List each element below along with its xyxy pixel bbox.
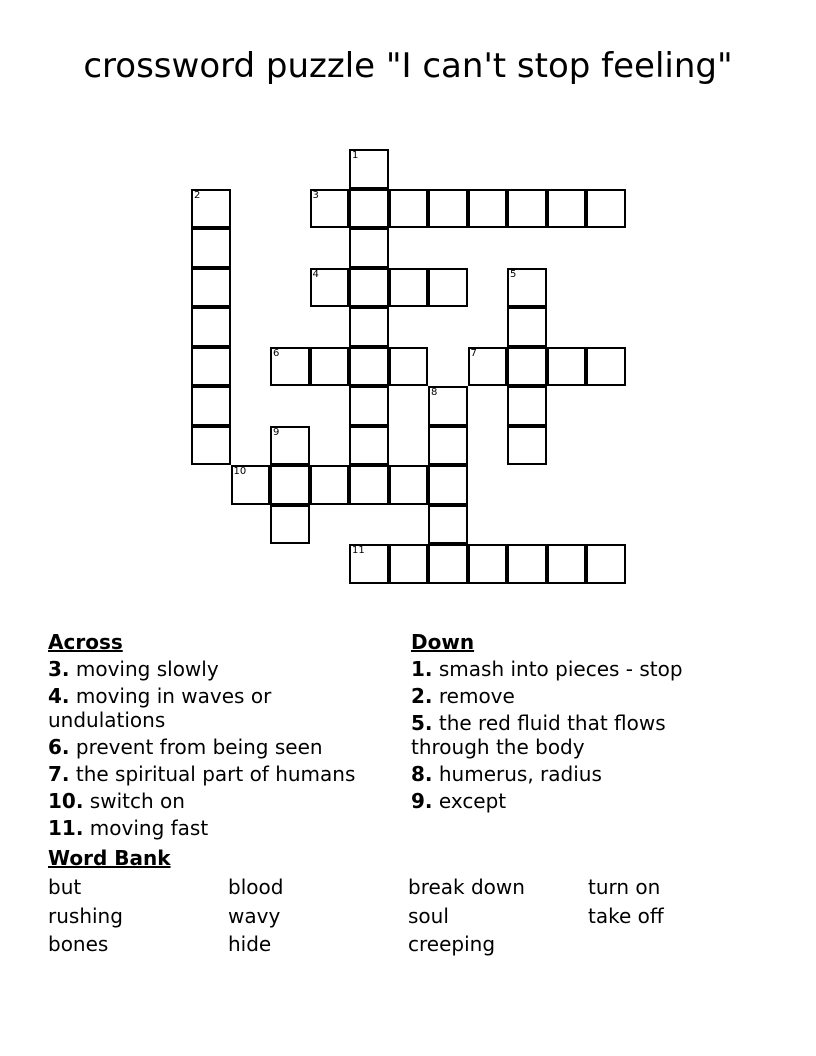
clue-across-3 bbox=[48, 657, 388, 681]
clue-text: moving fast bbox=[89, 816, 209, 840]
crossword-cell[interactable] bbox=[586, 347, 626, 387]
clue-down-2 bbox=[411, 684, 731, 708]
clue-number-label: 8 bbox=[431, 387, 438, 398]
page-title: crossword puzzle "I can't stop feeling" bbox=[83, 46, 733, 86]
crossword-cell[interactable] bbox=[389, 268, 429, 308]
clue-number: 2. bbox=[411, 684, 433, 708]
crossword-cell[interactable] bbox=[389, 347, 429, 387]
clue-text: the spiritual part of humans bbox=[75, 762, 356, 786]
clue-number: 5. bbox=[411, 711, 433, 735]
crossword-cell[interactable] bbox=[507, 189, 547, 229]
crossword-cell[interactable] bbox=[270, 505, 310, 545]
crossword-cell[interactable] bbox=[586, 189, 626, 229]
crossword-cell[interactable] bbox=[191, 307, 231, 347]
crossword-cell[interactable] bbox=[349, 228, 389, 268]
crossword-cell[interactable] bbox=[547, 544, 587, 584]
crossword-cell[interactable] bbox=[349, 386, 389, 426]
crossword-cell[interactable] bbox=[468, 347, 508, 387]
crossword-cell[interactable] bbox=[191, 386, 231, 426]
clue-number-label: 10 bbox=[233, 466, 247, 477]
crossword-cell[interactable] bbox=[270, 426, 310, 466]
crossword-cell[interactable] bbox=[191, 426, 231, 466]
clue-number: 9. bbox=[411, 789, 433, 813]
clue-text: remove bbox=[438, 684, 515, 708]
word-bank-item: wavy bbox=[228, 904, 281, 928]
crossword-cell[interactable] bbox=[349, 544, 389, 584]
clue-number-label: 9 bbox=[273, 426, 280, 438]
crossword-cell[interactable] bbox=[507, 268, 547, 308]
clue-down-5 bbox=[411, 711, 731, 759]
clue-text: except bbox=[438, 789, 507, 813]
clue-number-label: 11 bbox=[352, 545, 365, 556]
crossword-cell[interactable] bbox=[231, 465, 271, 505]
crossword-cell[interactable] bbox=[507, 544, 547, 584]
clue-number: 7. bbox=[48, 762, 70, 786]
clue-down-9 bbox=[411, 789, 731, 813]
crossword-cell[interactable] bbox=[191, 268, 231, 308]
crossword-cell[interactable] bbox=[389, 544, 429, 584]
crossword-cell[interactable] bbox=[389, 465, 429, 505]
crossword-cell[interactable] bbox=[310, 268, 350, 308]
crossword-cell[interactable] bbox=[507, 307, 547, 347]
crossword-cell[interactable] bbox=[468, 189, 508, 229]
clue-down-8 bbox=[411, 762, 731, 786]
crossword-cell[interactable] bbox=[428, 465, 468, 505]
crossword-cell[interactable] bbox=[428, 268, 468, 308]
clue-number: 10. bbox=[48, 789, 84, 813]
crossword-cell[interactable] bbox=[270, 465, 310, 505]
crossword-cell[interactable] bbox=[507, 386, 547, 426]
crossword-cell[interactable] bbox=[428, 505, 468, 545]
word-bank-item: hide bbox=[228, 932, 272, 956]
word-bank-item: soul bbox=[408, 904, 449, 928]
crossword-cell[interactable] bbox=[349, 149, 389, 189]
clue-across-6 bbox=[48, 735, 388, 759]
down-clues bbox=[411, 630, 731, 816]
crossword-cell[interactable] bbox=[389, 189, 429, 229]
crossword-cell[interactable] bbox=[547, 347, 587, 387]
crossword-cell[interactable] bbox=[428, 386, 468, 426]
crossword-cell[interactable] bbox=[310, 465, 350, 505]
crossword-cell[interactable] bbox=[468, 544, 508, 584]
clue-number-label: 3 bbox=[312, 189, 319, 201]
crossword-cell[interactable] bbox=[349, 307, 389, 347]
clue-across-4 bbox=[48, 684, 388, 732]
clue-text: humerus, radius bbox=[438, 762, 602, 786]
crossword-cell[interactable] bbox=[270, 347, 310, 387]
clue-text: switch on bbox=[89, 789, 185, 813]
crossword-cell[interactable] bbox=[547, 189, 587, 229]
clue-text: moving slowly bbox=[75, 657, 219, 681]
crossword-cell[interactable] bbox=[428, 189, 468, 229]
clue-number-label: 2 bbox=[194, 189, 201, 201]
crossword-cell[interactable] bbox=[428, 544, 468, 584]
clue-number: 6. bbox=[48, 735, 70, 759]
clue-text: prevent from being seen bbox=[75, 735, 323, 759]
across-clues bbox=[48, 630, 388, 843]
clue-number: 8. bbox=[411, 762, 433, 786]
word-bank-item: turn on bbox=[588, 875, 661, 899]
crossword-cell[interactable] bbox=[507, 347, 547, 387]
word-bank-item: break down bbox=[408, 875, 525, 899]
crossword-cell[interactable] bbox=[349, 465, 389, 505]
crossword-cell[interactable] bbox=[310, 189, 350, 229]
crossword-cell[interactable] bbox=[310, 347, 350, 387]
word-bank-item: but bbox=[48, 875, 82, 899]
clue-across-10 bbox=[48, 789, 388, 813]
crossword-cell[interactable] bbox=[191, 228, 231, 268]
clue-number: 1. bbox=[411, 657, 433, 681]
crossword-cell[interactable] bbox=[191, 347, 231, 387]
crossword-cell[interactable] bbox=[586, 544, 626, 584]
word-bank-item: blood bbox=[228, 875, 284, 899]
crossword-cell[interactable] bbox=[507, 426, 547, 466]
clue-number-label: 5 bbox=[510, 268, 517, 280]
clue-text: smash into pieces - stop bbox=[438, 657, 683, 681]
word-bank-item: creeping bbox=[408, 932, 496, 956]
across-heading: Across bbox=[48, 630, 123, 654]
clue-text: the red fluid that flows through the body bbox=[411, 711, 666, 759]
clue-number: 11. bbox=[48, 816, 84, 840]
crossword-cell[interactable] bbox=[349, 189, 389, 229]
word-bank-heading: Word Bank bbox=[48, 846, 171, 870]
down-heading: Down bbox=[411, 630, 475, 654]
clue-down-1 bbox=[411, 657, 731, 681]
crossword-cell[interactable] bbox=[428, 426, 468, 466]
clue-number: 4. bbox=[48, 684, 70, 708]
word-bank-item: rushing bbox=[48, 904, 123, 928]
clue-across-11 bbox=[48, 816, 388, 840]
word-bank-item: take off bbox=[588, 904, 664, 928]
crossword-cell[interactable] bbox=[349, 426, 389, 466]
clue-number-label: 4 bbox=[312, 268, 319, 280]
crossword-cell[interactable] bbox=[349, 268, 389, 308]
clue-number: 3. bbox=[48, 657, 70, 681]
clue-text: moving in waves or undulations bbox=[48, 684, 272, 732]
clue-number-label: 6 bbox=[273, 347, 280, 359]
clue-number-label: 7 bbox=[470, 347, 477, 359]
clue-number-label: 1 bbox=[352, 150, 359, 161]
crossword-cell[interactable] bbox=[191, 189, 231, 229]
crossword-cell[interactable] bbox=[349, 347, 389, 387]
clue-across-7 bbox=[48, 762, 388, 786]
word-bank-item: bones bbox=[48, 932, 109, 956]
